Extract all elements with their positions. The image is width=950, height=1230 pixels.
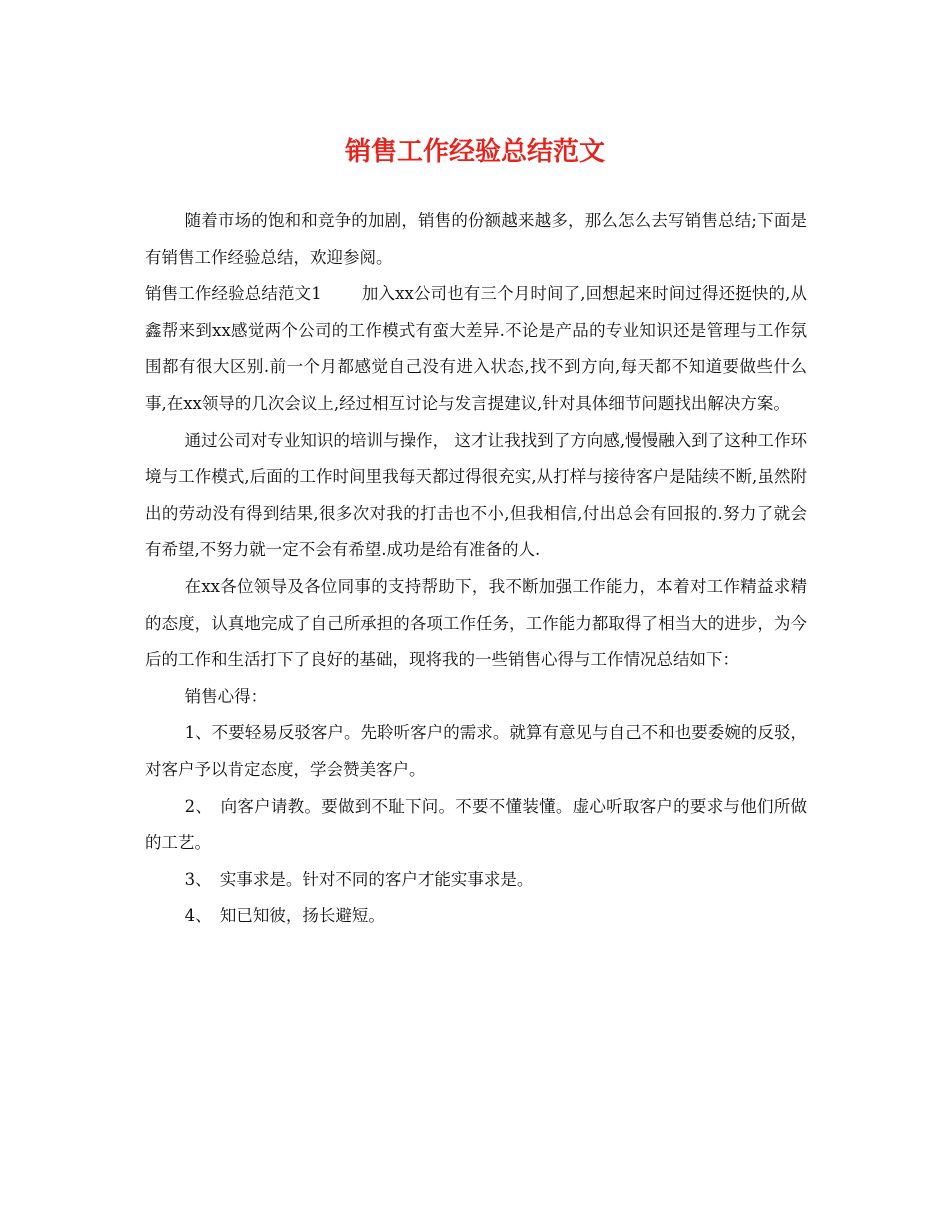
document-body	[145, 203, 807, 935]
tip-item-1: 1、不要轻易反驳客户。先聆听客户的需求。就算有意见与自己不和也要委婉的反驳，对客户予以肯定态度，学会赞美客户。	[145, 723, 807, 779]
section-heading: 销售工作经验总结范文1	[145, 284, 322, 304]
tip-item-4: 4、 知已知彼，扬长避短。	[184, 906, 385, 926]
tip-item-3: 3、 实事求是。针对不同的客户才能实事求是。	[184, 869, 534, 889]
section-paragraph	[145, 276, 807, 422]
paragraph-progress: 在xx各位领导及各位同事的支持帮助下，我不断加强工作能力，本着对工作精益求精的态度，认真地完成了自己所承担的各项工作任务，工作能力都取得了相当大的进步，为今后的工作和生活打下了良好的基础，现将我的一些销售心得与工作情况总结如下：	[145, 576, 807, 670]
document-title: 销售工作经验总结范文	[344, 137, 605, 167]
tips-heading: 销售心得：	[184, 686, 268, 706]
paragraph-training: 通过公司对专业知识的培训与操作， 这才让我找到了方向感,慢慢融入到了这种工作环境与工作模式,后面的工作时间里我每天都过得很充实,从打样与接待客户是陆续不断,虽然附出的劳动没有得到结果,很多次对我的打击也不小,但我相信,付出总会有回报的.努力了就会有希望,不努力就一定不会有希望.成功是给有准备的人.	[145, 430, 807, 560]
intro-paragraph: 随着市场的饱和和竞争的加剧，销售的份额越来越多，那么怎么去写销售总结;下面是有销售工作经验总结，欢迎参阅。	[145, 211, 807, 267]
tip-item-2: 2、 向客户请教。要做到不耻下问。不要不懂装懂。虚心听取客户的要求与他们所做的工艺。	[145, 796, 807, 853]
section-first-text: 加入xx公司也有三个月时间了,回想起来时间过得还挺快的,从鑫帮来到xx感觉两个公司的工作模式有蛮大差异.不论是产品的专业知识还是管理与工作氛围都有很大区别.前一个月都感觉自己没有进入状态,找不到方向,每天都不知道要做些什么事,在xx领导的几次会议上,经过相互讨论与发言提建议,针对具体细节问题找出解决方案。	[145, 284, 808, 413]
